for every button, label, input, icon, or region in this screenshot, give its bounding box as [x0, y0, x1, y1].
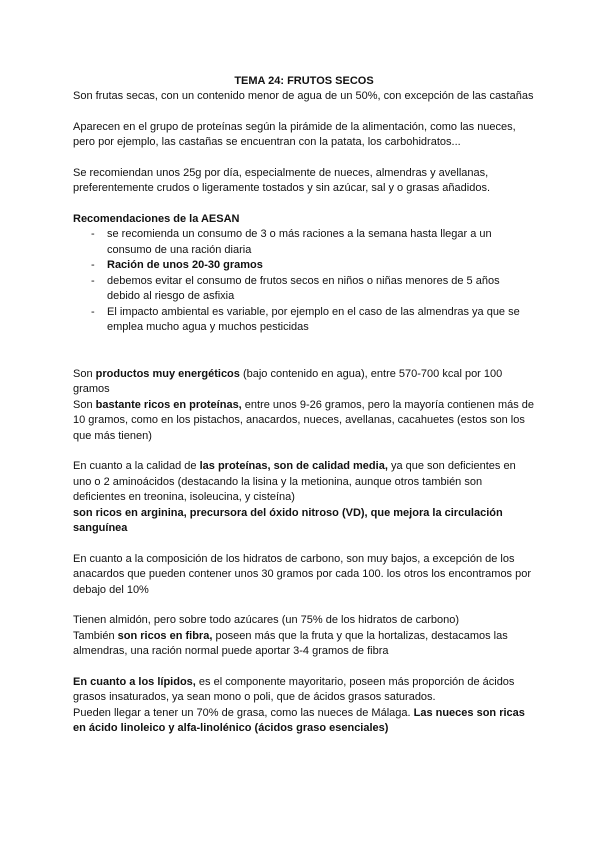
paragraph-pyramid: Aparecen en el grupo de proteínas según la pirámide de la alimentación, como las nueces, pero por ejemplo, las castañas se encuentran con la patata, los carbohidratos...: [73, 120, 516, 148]
paragraph-definition: Son frutas secas, con un contenido menor de agua de un 50%, con excepción de las castañas: [73, 90, 534, 102]
paragraph-carbohydrates: En cuanto a la composición de los hidratos de carbono, son muy bajos, a excepción de los anacardos que pueden contener unos 30 gramos por cada 100. los otros los encontramos por debajo del 10%: [73, 552, 532, 596]
aesan-list: [73, 227, 535, 336]
aesan-item: - se recomienda un consumo de 3 o más raciones a la semana hasta llegar a un consumo de una ración diaria: [107, 227, 535, 258]
paragraph-fat-content: Pueden llegar a tener un 70% de grasa, como las nueces de Málaga. Las nueces son ricas en ácido linoleico y alfa-linolénico (ácidos graso esenciales): [73, 706, 525, 734]
document-page: [73, 74, 535, 737]
paragraph-energy: Son productos muy energéticos (bajo contenido en agua), entre 570-700 kcal por 100 gramos: [73, 367, 503, 395]
paragraph-protein-quality: En cuanto a la calidad de las proteínas, son de calidad media, ya que son deficientes en uno o 2 aminoácidos (destacando la lisina y la metionina, aunque otros también son deficientes en treonina, isoleucina, y cisteína): [73, 460, 516, 503]
paragraph-fiber: También son ricos en fibra, poseen más que la fruta y que la hortalizas, destacamos las almendras, una ración normal puede aportar 3-4 gramos de fibra: [73, 629, 508, 657]
aesan-item: - El impacto ambiental es variable, por ejemplo en el caso de las almendras ya que se emplea mucho agua y muchos pesticidas: [107, 305, 535, 336]
aesan-heading: Recomendaciones de la AESAN: [73, 212, 240, 225]
aesan-item: - debemos evitar el consumo de frutos secos en niños o niñas menores de 5 años debido al riesgo de asfixia: [107, 274, 535, 305]
aesan-item: - Ración de unos 20-30 gramos: [107, 258, 535, 274]
document-title: TEMA 24: FRUTOS SECOS: [234, 75, 374, 87]
paragraph-protein: Son bastante ricos en proteínas, entre unos 9-26 gramos, pero la mayoría contienen más de 10 gramos, como en los pistachos, anacardos, nueces, avellanas, cacahuetes (estos son los que más tienen): [73, 398, 535, 442]
paragraph-lipids: En cuanto a los lípidos, es el componente mayoritario, poseen más proporción de ácidos grasos insaturados, ya sean mono o poli, que de ácidos grasos saturados.: [73, 675, 515, 703]
paragraph-starch: Tienen almidón, pero sobre todo azúcares (un 75% de los hidratos de carbono): [73, 614, 460, 626]
paragraph-recommended-intake: Se recomiendan unos 25g por día, especialmente de nueces, almendras y avellanas, preferentemente crudos o ligeramente tostados y sin azúcar, sal y o grasas añadidos.: [73, 166, 491, 194]
paragraph-arginine: son ricos en arginina, precursora del óxido nitroso (VD), que mejora la circulación sanguínea: [73, 506, 503, 534]
